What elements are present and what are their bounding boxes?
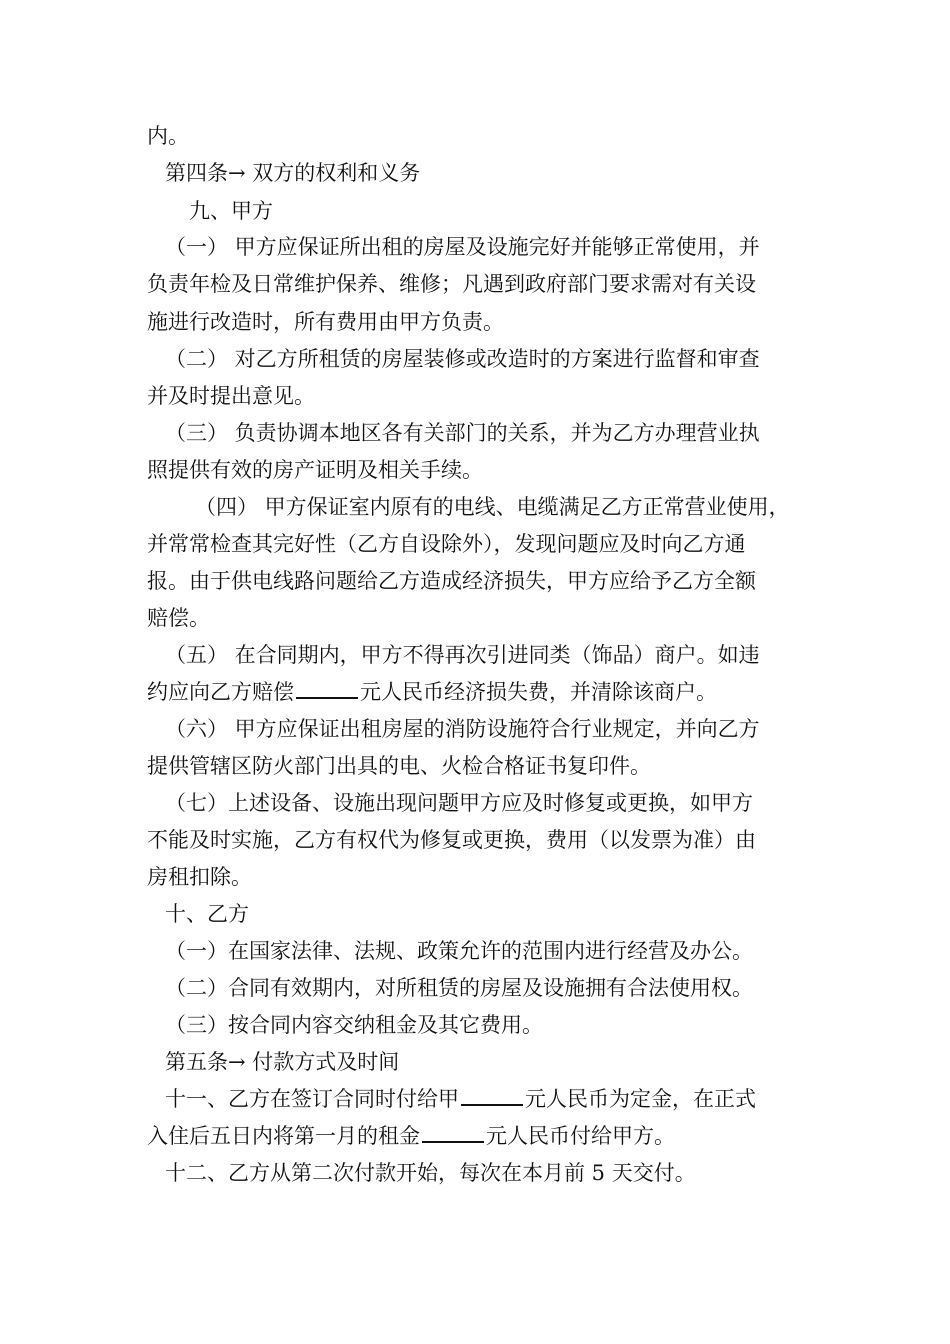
text-line: 报。由于供电线路问题给乙方造成经济损失，甲方应给予乙方全额 xyxy=(147,569,756,593)
text-line: （四） 甲方保证室内原有的电线、电缆满足乙方正常营业使用， xyxy=(195,495,790,519)
text-line: （七）上述设备、设施出现问题甲方应及时修复或更换，如甲方 xyxy=(165,791,753,815)
text-line: 并常常检查其完好性（乙方自设除外），发现问题应及时向乙方通 xyxy=(147,532,746,556)
text-line: （二） 对乙方所租赁的房屋装修或改造时的方案进行监督和审查 xyxy=(165,347,760,371)
text-segment: 约应向乙方赔偿 xyxy=(147,680,294,704)
text-line: （一） 甲方应保证所出租的房屋及设施完好并能够正常使用，并 xyxy=(165,235,760,259)
text-line: （二）合同有效期内，对所租赁的房屋及设施拥有合法使用权。 xyxy=(165,976,753,1000)
text-segment: 元人民币经济损失费，并清除该商户。 xyxy=(360,680,717,704)
text-segment: 十一、乙方在签订合同时付给甲 xyxy=(165,1087,459,1111)
text-line: 房租扣除。 xyxy=(147,865,252,889)
text-line: 负责年检及日常维护保养、维修；凡遇到政府部门要求需对有关设 xyxy=(147,272,756,296)
text-line-with-blank xyxy=(147,677,827,707)
text-line: （五） 在合同期内，甲方不得再次引进同类（饰品）商户。如违 xyxy=(165,643,760,667)
fill-in-blank[interactable] xyxy=(296,677,358,699)
text-line: 提供管辖区防火部门出具的电、火检合格证书复印件。 xyxy=(147,754,651,778)
text-line: 并及时提出意见。 xyxy=(147,384,315,408)
fill-in-blank[interactable] xyxy=(422,1121,484,1143)
text-line: （一）在国家法律、法规、政策允许的范围内进行经营及办公。 xyxy=(165,939,753,963)
text-line: 十二、乙方从第二次付款开始，每次在本月前 5 天交付。 xyxy=(165,1161,696,1185)
text-line: （三） 负责协调本地区各有关部门的关系，并为乙方办理营业执 xyxy=(165,421,760,445)
fill-in-blank[interactable] xyxy=(461,1084,523,1106)
text-line: （三）按合同内容交纳租金及其它费用。 xyxy=(165,1013,543,1037)
text-line: （六） 甲方应保证出租房屋的消防设施符合行业规定，并向乙方 xyxy=(165,717,760,741)
text-line: 照提供有效的房产证明及相关手续。 xyxy=(147,458,483,482)
text-line-with-blank xyxy=(147,1121,827,1151)
text-segment: 元人民币为定金，在正式 xyxy=(525,1087,756,1111)
article-heading: 第五条→ 付款方式及时间 xyxy=(165,1050,400,1074)
text-line: 赔偿。 xyxy=(147,606,210,630)
text-segment: 入住后五日内将第一月的租金 xyxy=(147,1124,420,1148)
article-heading: 第四条→ 双方的权利和义务 xyxy=(165,161,421,185)
text-line: 施进行改造时，所有费用由甲方负责。 xyxy=(147,310,504,334)
text-line: 不能及时实施，乙方有权代为修复或更换，费用（以发票为准）由 xyxy=(147,828,756,852)
section-heading: 十、乙方 xyxy=(165,902,249,926)
section-heading: 九、甲方 xyxy=(189,199,273,223)
text-line-with-blank xyxy=(165,1084,845,1114)
text-segment: 元人民币付给甲方。 xyxy=(486,1124,675,1148)
text-line: 内。 xyxy=(147,124,189,148)
